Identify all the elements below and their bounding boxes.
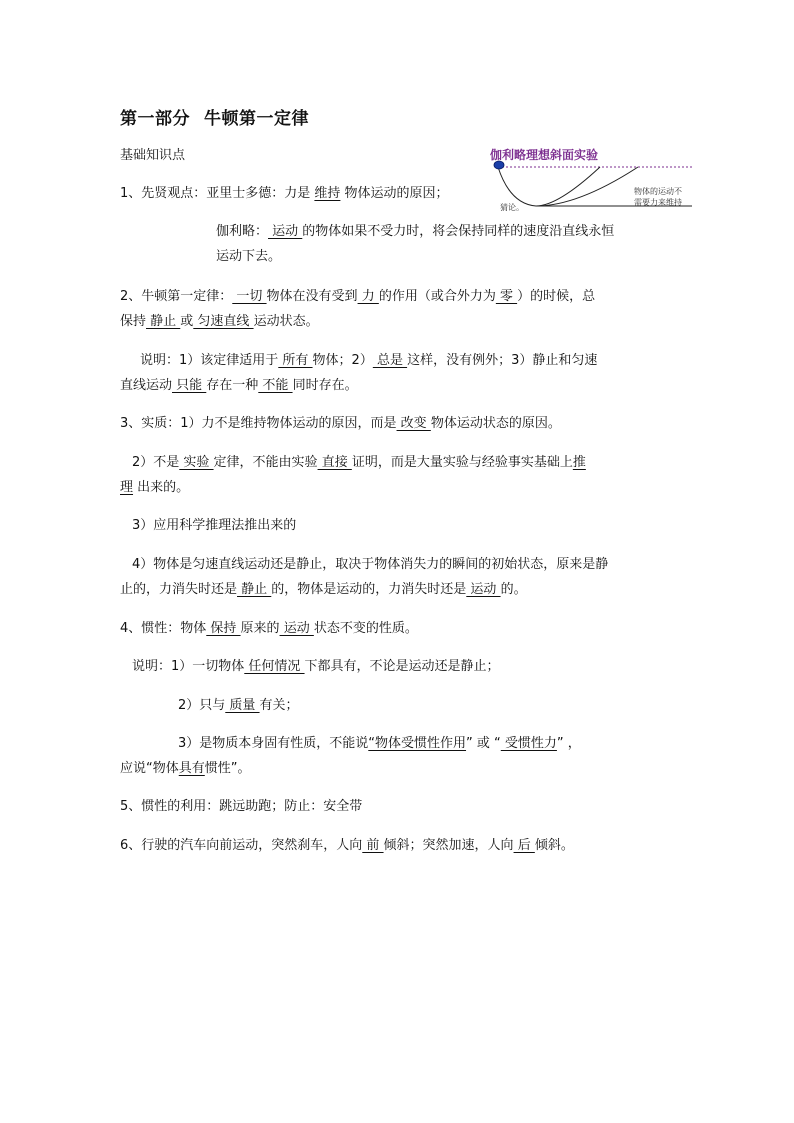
paragraph-2: 2、牛顿第一定律： 一切 物体在没有受到 力 的作用（或合外力为 零 ）的时候，总 xyxy=(120,289,596,304)
paragraph-3-item-4-cont: 止的，力消失时还是 静止 的，物体是运动的，力消失时还是 运动 的。 xyxy=(120,582,527,597)
blank-answer: 具有 xyxy=(178,761,205,776)
blank-answer: 匀速直线 xyxy=(193,314,254,329)
blank-answer: 一切 xyxy=(232,289,267,304)
title-name: 牛顿第一定律 xyxy=(204,109,309,129)
blank-answer: 运动 xyxy=(279,621,314,636)
blank-answer: 实验 xyxy=(179,455,214,470)
blank-answer: 改变 xyxy=(396,416,431,431)
paragraph-5: 5、惯性的利用：跳远助跑；防止：安全带 xyxy=(120,799,363,814)
paragraph-3-item-2: 2）不是 实验 定律，不能由实验 直接 证明，而是大量实验与经验事实基础上推 xyxy=(132,455,586,470)
paragraph-3: 3、实质：1）力不是维持物体运动的原因，而是 改变 物体运动状态的原因。 xyxy=(120,416,561,431)
blank-answer: 理 xyxy=(120,480,134,495)
paragraph-2-note: 说明：1）该定律适用于 所有 物体；2） 总是 这样，没有例外；3）静止和匀速 xyxy=(140,353,598,368)
paragraph-1: 1、先贤观点：亚里士多德：力是 维持 物体运动的原因； xyxy=(120,186,449,201)
blank-answer: 不能 xyxy=(258,378,293,393)
blank-answer: 运动 xyxy=(466,582,501,597)
blank-answer: 总是 xyxy=(372,353,408,368)
blank-answer: 受惯性力 xyxy=(500,736,557,751)
blank-answer: 静止 xyxy=(237,582,272,597)
blank-answer: 后 xyxy=(513,838,535,853)
paragraph-4: 4、惯性：物体 保持 原来的 运动 状态不变的性质。 xyxy=(120,621,418,636)
paragraph-2-note-cont: 直线运动 只能 存在一种 不能 同时存在。 xyxy=(120,378,358,393)
blank-answer: 力 xyxy=(357,289,379,304)
galileo-incline-figure xyxy=(488,146,694,212)
paragraph-6: 6、行驶的汽车向前运动，突然刹车，人向 前 倾斜；突然加速，人向 后 倾斜。 xyxy=(120,838,574,853)
paragraph-4-note-3: 3）是物质本身固有性质，不能说“物体受惯性作用” 或 “ 受惯性力” ， xyxy=(178,736,581,751)
blank-answer: 运动 xyxy=(268,224,303,239)
figure-label-2: 需要力来维持 xyxy=(634,198,682,207)
figure-label-1: 物体的运动不 xyxy=(634,187,682,196)
paragraph-1-galileo: 伽利略： 运动 的物体如果不受力时，将会保持同样的速度沿直线永恒 xyxy=(216,224,615,239)
title-part: 第一部分 xyxy=(120,109,190,129)
paragraph-3-item-4: 4）物体是匀速直线运动还是静止，取决于物体消失力的瞬间的初始状态，原来是静 xyxy=(132,557,609,572)
blank-answer: 零 xyxy=(495,289,518,304)
paragraph-3-item-2-cont: 理 出来的。 xyxy=(120,480,190,495)
blank-answer: 前 xyxy=(362,838,384,853)
blank-answer: 推 xyxy=(572,455,586,470)
blank-answer: “物体受惯性作用 xyxy=(368,736,467,751)
page-title xyxy=(120,104,309,129)
blank-answer: 维持 xyxy=(314,186,341,201)
paragraph-3-item-3: 3）应用科学推理法推出来的 xyxy=(132,518,297,533)
blank-answer: 质量 xyxy=(225,698,260,713)
paragraph-4-note-1: 说明：1）一切物体 任何情况 下都具有，不论是运动还是静止； xyxy=(132,659,500,674)
paragraph-1-galileo-cont: 运动下去。 xyxy=(216,249,282,264)
paragraph-2-cont: 保持 静止 或 匀速直线 运动状态。 xyxy=(120,314,319,329)
paragraph-4-note-2: 2）只与 质量 有关； xyxy=(178,698,299,713)
blank-answer: 直接 xyxy=(317,455,352,470)
figure-label-3: 猜论。 xyxy=(500,203,524,212)
figure-title: 伽利略理想斜面实验 xyxy=(490,148,599,162)
blank-answer: 所有 xyxy=(278,353,313,368)
blank-answer: 静止 xyxy=(146,314,181,329)
section-label: 基础知识点 xyxy=(120,148,186,163)
blank-answer: 保持 xyxy=(206,621,241,636)
blank-answer: 任何情况 xyxy=(244,659,305,674)
blank-answer: 只能 xyxy=(172,378,207,393)
paragraph-4-note-3-cont: 应说“物体具有惯性”。 xyxy=(120,761,251,776)
